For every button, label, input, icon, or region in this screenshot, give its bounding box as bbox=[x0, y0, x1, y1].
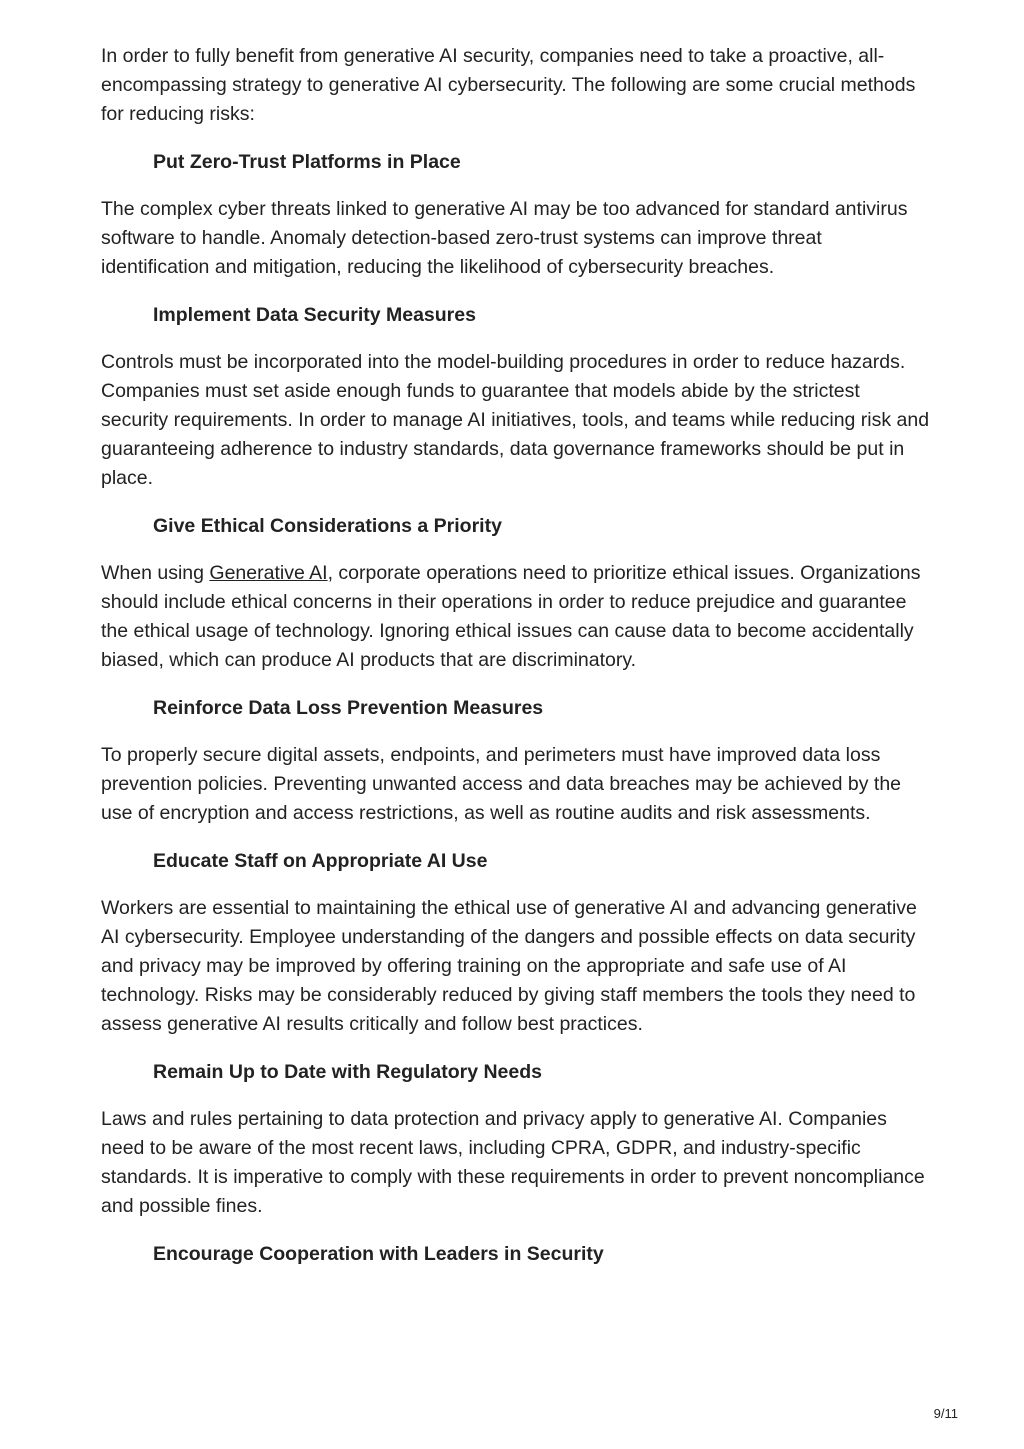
section-paragraph-ethical bbox=[101, 559, 931, 675]
section-paragraph-educate-staff: Workers are essential to maintaining the ethical use of generative AI and advancing generative AI cybersecurity. Employee understanding of the dangers and possible effects on data security and privacy may be improved by offering training on the appropriate and safe use of AI technology. Risks may be considerably reduced by giving staff members the tools they need to assess generative AI results critically and follow best practices. bbox=[101, 897, 917, 1035]
section-paragraph-regulatory: Laws and rules pertaining to data protection and privacy apply to generative AI. Companies need to be aware of the most recent laws, including CPRA, GDPR, and industry-specific standards. It is imperative to comply with these requirements in order to prevent noncompliance and possible fines. bbox=[101, 1108, 925, 1217]
ethical-text-after-link: , corporate operations need to prioritize ethical issues. Organizations should include ethical concerns in their operations in order to reduce prejudice and guarantee the ethical usage of technology. Ignoring ethical issues can cause data to become accidentally biased, which can produce AI products that are discriminatory. bbox=[101, 562, 921, 671]
section-paragraph-zero-trust: The complex cyber threats linked to generative AI may be too advanced for standard antivirus software to handle. Anomaly detection-based zero-trust systems can improve threat identification and mitigation, reducing the likelihood of cybersecurity breaches. bbox=[101, 198, 908, 278]
section-heading-data-security: Implement Data Security Measures bbox=[153, 304, 476, 326]
ethical-text-before-link: When using bbox=[101, 562, 210, 584]
document-page bbox=[101, 42, 931, 1269]
section-heading-data-loss: Reinforce Data Loss Prevention Measures bbox=[153, 697, 544, 719]
section-paragraph-data-loss: To properly secure digital assets, endpoints, and perimeters must have improved data loss prevention policies. Preventing unwanted access and data breaches may be achieved by the use of encryption and access restrictions, as well as routine audits and risk assessments. bbox=[101, 744, 902, 824]
section-heading-educate-staff: Educate Staff on Appropriate AI Use bbox=[153, 850, 488, 872]
section-heading-cooperation: Encourage Cooperation with Leaders in Security bbox=[153, 1243, 604, 1265]
section-heading-ethical: Give Ethical Considerations a Priority bbox=[153, 515, 502, 537]
generative-ai-link[interactable]: Generative AI bbox=[209, 562, 328, 584]
section-paragraph-data-security: Controls must be incorporated into the model-building procedures in order to reduce hazards. Companies must set aside enough funds to guarantee that models abide by the strictest security requirements. In order to manage AI initiatives, tools, and teams while reducing risk and guaranteeing adherence to industry standards, data governance frameworks should be put in place. bbox=[101, 351, 930, 489]
section-heading-regulatory: Remain Up to Date with Regulatory Needs bbox=[153, 1061, 542, 1083]
page-number: 9/11 bbox=[933, 1406, 958, 1421]
section-heading-zero-trust: Put Zero-Trust Platforms in Place bbox=[153, 151, 461, 173]
intro-paragraph: In order to fully benefit from generative AI security, companies need to take a proactive, all-encompassing strategy to generative AI cybersecurity. The following are some crucial methods for reducing risks: bbox=[101, 45, 916, 125]
